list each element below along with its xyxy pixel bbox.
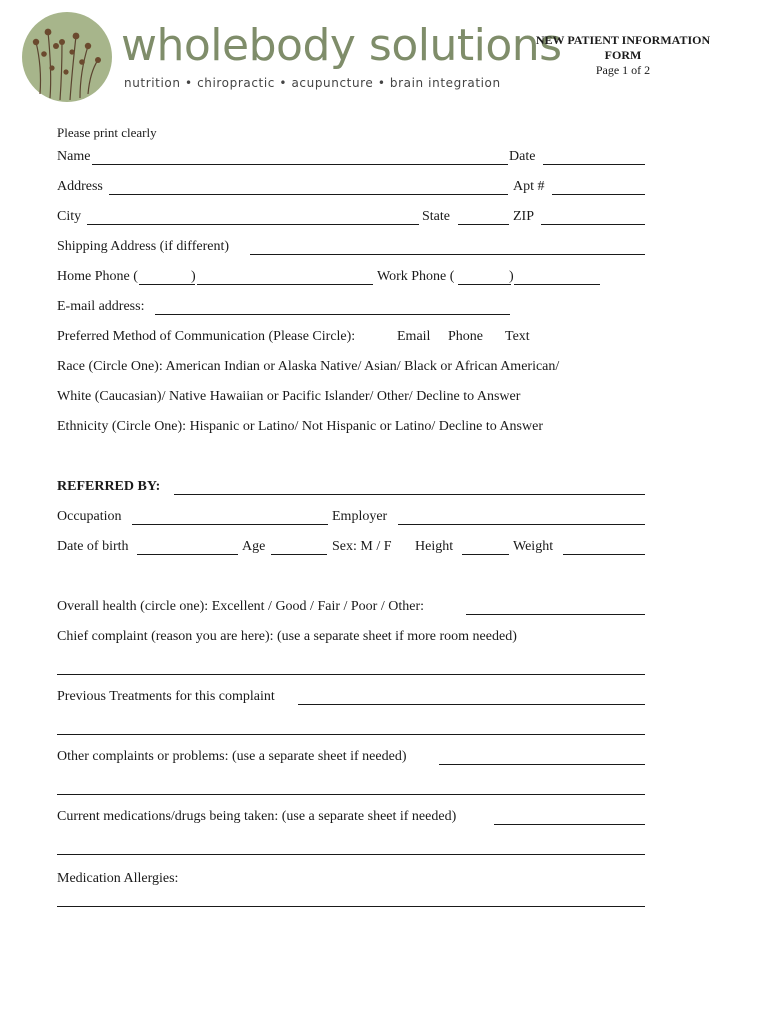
other-complaints-field-2[interactable] xyxy=(57,794,645,795)
shipping-label: Shipping Address (if different) xyxy=(57,239,229,254)
home-phone-area-field[interactable] xyxy=(139,284,195,285)
chief-complaint-field[interactable] xyxy=(57,674,645,675)
medications-label: Current medications/drugs being taken: (use a separate sheet if needed) xyxy=(57,809,457,824)
chief-complaint-label: Chief complaint (reason you are here): (use a separate sheet if more room needed) xyxy=(57,629,517,644)
age-field[interactable] xyxy=(271,554,327,555)
apt-field[interactable] xyxy=(552,194,645,195)
form-title-line1: NEW PATIENT INFORMATION xyxy=(535,33,711,47)
home-phone-field[interactable] xyxy=(197,284,373,285)
employer-field[interactable] xyxy=(398,524,645,525)
allergies-field[interactable] xyxy=(57,906,645,907)
state-field[interactable] xyxy=(458,224,509,225)
home-phone-paren: ) xyxy=(191,269,196,284)
city-label: City xyxy=(57,209,82,224)
address-field[interactable] xyxy=(109,194,508,195)
height-field[interactable] xyxy=(462,554,509,555)
name-label: Name xyxy=(57,149,91,164)
date-field[interactable] xyxy=(543,164,645,165)
state-label: State xyxy=(422,209,450,224)
zip-label: ZIP xyxy=(513,209,534,224)
brand-name: wholebody solutions xyxy=(121,20,562,71)
preferred-method-label: Preferred Method of Communication (Please Circle): xyxy=(57,329,356,344)
home-phone-label: Home Phone ( xyxy=(57,269,138,284)
city-field[interactable] xyxy=(87,224,419,225)
sex-options[interactable]: Sex: M / F xyxy=(332,539,392,554)
previous-treatments-label: Previous Treatments for this complaint xyxy=(57,689,275,704)
apt-label: Apt # xyxy=(513,179,545,194)
pref-option-phone[interactable]: Phone xyxy=(448,329,483,344)
weight-label: Weight xyxy=(513,539,554,554)
work-phone-label: Work Phone ( xyxy=(377,269,455,284)
email-label: E-mail address: xyxy=(57,299,145,314)
work-phone-field[interactable] xyxy=(514,284,600,285)
logo-icon xyxy=(22,12,112,102)
referred-by-field[interactable] xyxy=(174,494,645,495)
page-number: Page 1 of 2 xyxy=(595,63,651,77)
instruction-text: Please print clearly xyxy=(57,125,157,140)
form-title-line2: FORM xyxy=(604,48,642,62)
pref-option-email[interactable]: Email xyxy=(397,329,431,344)
work-phone-area-field[interactable] xyxy=(458,284,511,285)
previous-treatments-field-2[interactable] xyxy=(57,734,645,735)
overall-health-other-field[interactable] xyxy=(466,614,645,615)
date-label: Date xyxy=(509,149,536,164)
ethnicity-options[interactable]: Ethnicity (Circle One): Hispanic or Latino/ Not Hispanic or Latino/ Decline to Answer xyxy=(57,419,543,434)
pref-option-text[interactable]: Text xyxy=(505,329,530,344)
age-label: Age xyxy=(242,539,266,554)
email-field[interactable] xyxy=(155,314,510,315)
medications-field[interactable] xyxy=(494,824,645,825)
other-complaints-field[interactable] xyxy=(439,764,645,765)
dob-label: Date of birth xyxy=(57,539,129,554)
occupation-field[interactable] xyxy=(132,524,328,525)
referred-by-label: REFERRED BY: xyxy=(57,479,161,494)
medications-field-2[interactable] xyxy=(57,854,645,855)
employer-label: Employer xyxy=(332,509,388,524)
overall-health-label[interactable]: Overall health (circle one): Excellent / Good / Fair / Poor / Other: xyxy=(57,599,424,614)
work-phone-paren: ) xyxy=(509,269,514,284)
allergies-label: Medication Allergies: xyxy=(57,871,179,886)
race-options-line2[interactable]: White (Caucasian)/ Native Hawaiian or Pacific Islander/ Other/ Decline to Answer xyxy=(57,389,521,404)
height-label: Height xyxy=(415,539,454,554)
name-field[interactable] xyxy=(92,164,508,165)
form-header xyxy=(520,33,726,78)
other-complaints-label: Other complaints or problems: (use a separate sheet if needed) xyxy=(57,749,407,764)
services-tagline: nutrition • chiropractic • acupuncture • brain integration xyxy=(124,76,501,90)
previous-treatments-field[interactable] xyxy=(298,704,645,705)
shipping-field[interactable] xyxy=(250,254,645,255)
zip-field[interactable] xyxy=(541,224,645,225)
occupation-label: Occupation xyxy=(57,509,122,524)
weight-field[interactable] xyxy=(563,554,645,555)
address-label: Address xyxy=(57,179,103,194)
dob-field[interactable] xyxy=(137,554,238,555)
race-options-line1[interactable]: Race (Circle One): American Indian or Alaska Native/ Asian/ Black or African American/ xyxy=(57,359,560,374)
